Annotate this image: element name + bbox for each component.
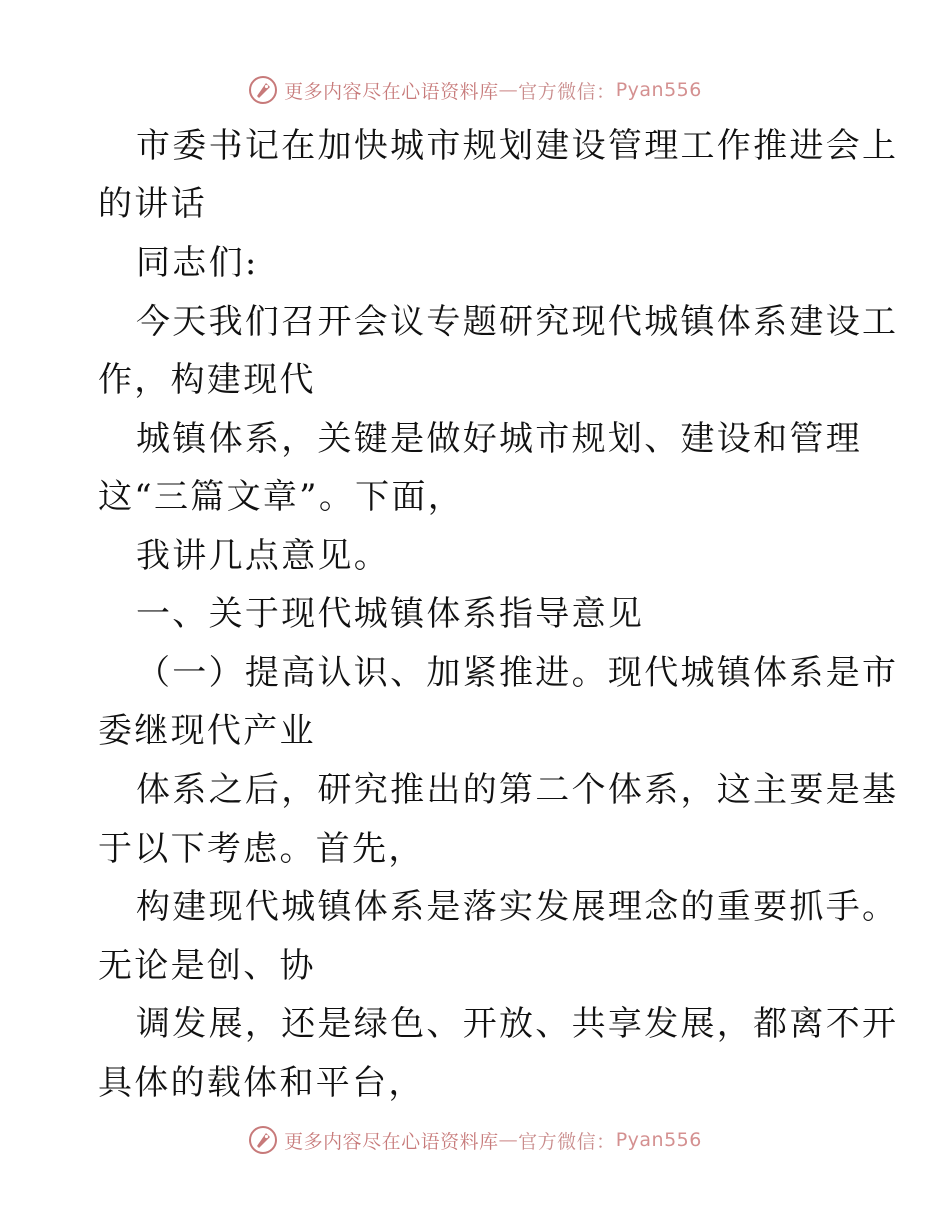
- paragraph-line: 无论是创、协: [98, 946, 316, 986]
- document-title-line-2: 的讲话: [98, 184, 207, 224]
- paragraph-line: 构建现代城镇体系是落实发展理念的重要抓手。: [136, 887, 899, 927]
- footer-watermark: [0, 1125, 950, 1155]
- watermark-wechat-id: Pyan556: [615, 79, 702, 101]
- paragraph-line: 于以下考虑。首先，: [98, 829, 425, 869]
- section-heading: 一、关于现代城镇体系指导意见: [136, 594, 645, 634]
- watermark-wechat-label: 官方微信：: [518, 1130, 616, 1153]
- header-watermark: [0, 75, 950, 105]
- paragraph-line: 委继现代产业: [98, 711, 316, 751]
- pen-nib-icon: [248, 75, 278, 105]
- paragraph-line: 体系之后，研究推出的第二个体系，这主要是基: [136, 770, 899, 810]
- pen-nib-icon: [248, 1125, 278, 1155]
- watermark-wechat-label: 官方微信：: [518, 80, 616, 103]
- watermark-main-text: 更多内容尽在心语资料库: [284, 80, 499, 103]
- watermark-main-text: 更多内容尽在心语资料库: [284, 1130, 499, 1153]
- paragraph-line: 我讲几点意见。: [136, 536, 391, 576]
- paragraph-line: 调发展，还是绿色、开放、共享发展，都离不开: [136, 1004, 899, 1044]
- paragraph-line: 这“三篇文章”。下面，: [98, 477, 465, 517]
- watermark-separator: —: [498, 79, 519, 101]
- paragraph-line: 今天我们召开会议专题研究现代城镇体系建设工: [136, 302, 899, 342]
- document-title-line-1: 市委书记在加快城市规划建设管理工作推进会上: [136, 126, 899, 166]
- paragraph-line: 城镇体系，关键是做好城市规划、建设和管理: [136, 419, 862, 459]
- paragraph-line: （一）提高认识、加紧推进。现代城镇体系是市: [136, 653, 899, 693]
- watermark-separator: —: [498, 1129, 519, 1151]
- paragraph-line: 作，构建现代: [98, 360, 316, 400]
- paragraph-line: 具体的载体和平台，: [98, 1063, 425, 1103]
- watermark-wechat-id: Pyan556: [615, 1129, 702, 1151]
- salutation: 同志们:: [136, 243, 259, 283]
